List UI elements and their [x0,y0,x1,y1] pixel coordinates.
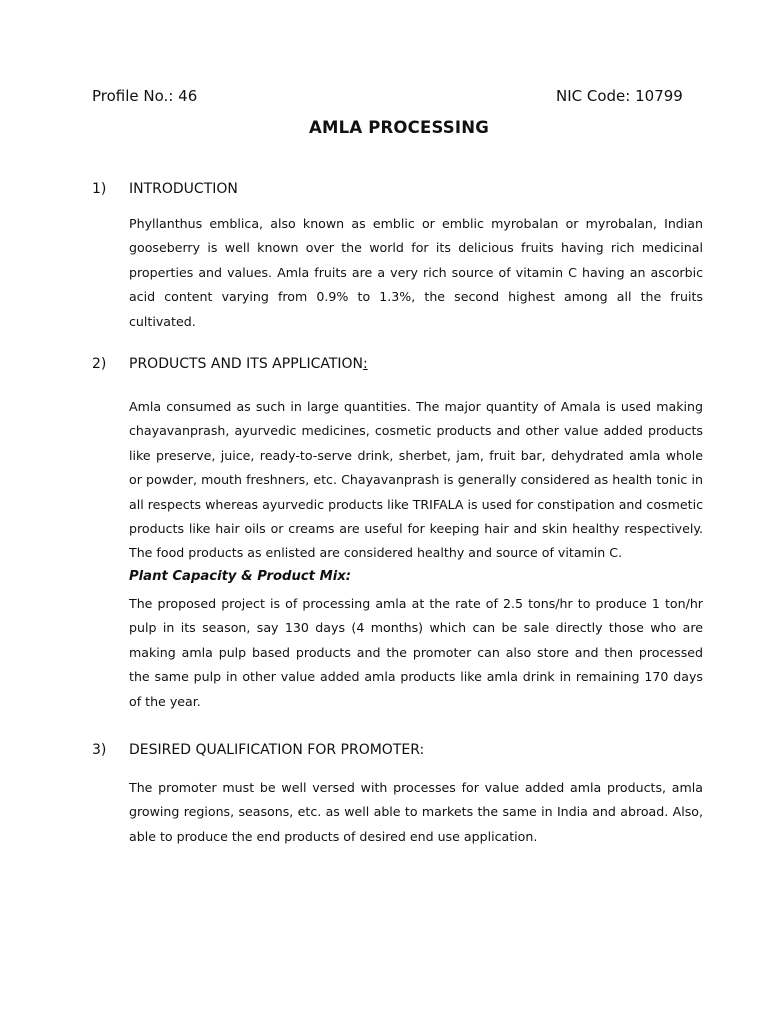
section-1-paragraph: Phyllanthus emblica, also known as emblic or emblic myrobalan or myrobalan, Indian gooseberry is well known over the world for its delicious fruits having rich medicinal properties and values. Amla fruits are a very rich source of vitamin C having an ascorbic acid content varying from 0.9% to 1.3%, the second highest among all the fruits cultivated. [129,216,703,329]
section-1-heading: INTRODUCTION [129,181,238,197]
profile-value: 46 [178,87,198,105]
section-2-paragraph: Amla consumed as such in large quantities. The major quantity of Amala is used making chayavanprash, ayurvedic medicines, cosmetic products and other value added products like preserve, juice, ready-to-serve drink, sherbet, jam, fruit bar, dehydrated amla whole or powder, mouth freshners, etc. Chayavanprash is generally considered as health tonic in all respects whereas ayurvedic products like TRIFALA is used for constipation and cosmetic products like hair oils or creams are useful for keeping hair and skin healthy respectively. The food products as enlisted are considered healthy and source of vitamin C. [129,399,703,561]
plant-capacity-subheading: Plant Capacity & Product Mix: [129,569,351,584]
document-title: AMLA PROCESSING [309,118,489,137]
nic-label: NIC Code: [556,87,631,105]
nic-code [556,87,683,105]
section-3-heading: DESIRED QUALIFICATION FOR PROMOTER: [129,742,425,758]
nic-value: 10799 [635,87,683,105]
profile-label: Profile No.: [92,87,174,105]
section-2-heading [129,356,368,372]
profile-number [92,87,197,105]
section-2-heading-text: PRODUCTS AND ITS APPLICATION [129,356,364,372]
plant-capacity-paragraph: The proposed project is of processing amla at the rate of 2.5 tons/hr to produce 1 ton/hr pulp in its season, say 130 days (4 months) which can be sale directly those who are making amla pulp based products and the promoter can also store and then processed the same pulp in other value added amla products like amla drink in remaining 170 days of the year. [129,596,703,709]
section-3-number: 3) [92,742,107,758]
section-2-heading-colon: : [363,356,368,372]
section-1-number: 1) [92,181,107,197]
section-3-paragraph: The promoter must be well versed with processes for value added amla products, amla growing regions, seasons, etc. as well able to markets the same in India and abroad. Also, able to produce the end products of desired end use application. [129,780,703,844]
section-2-number: 2) [92,356,107,372]
